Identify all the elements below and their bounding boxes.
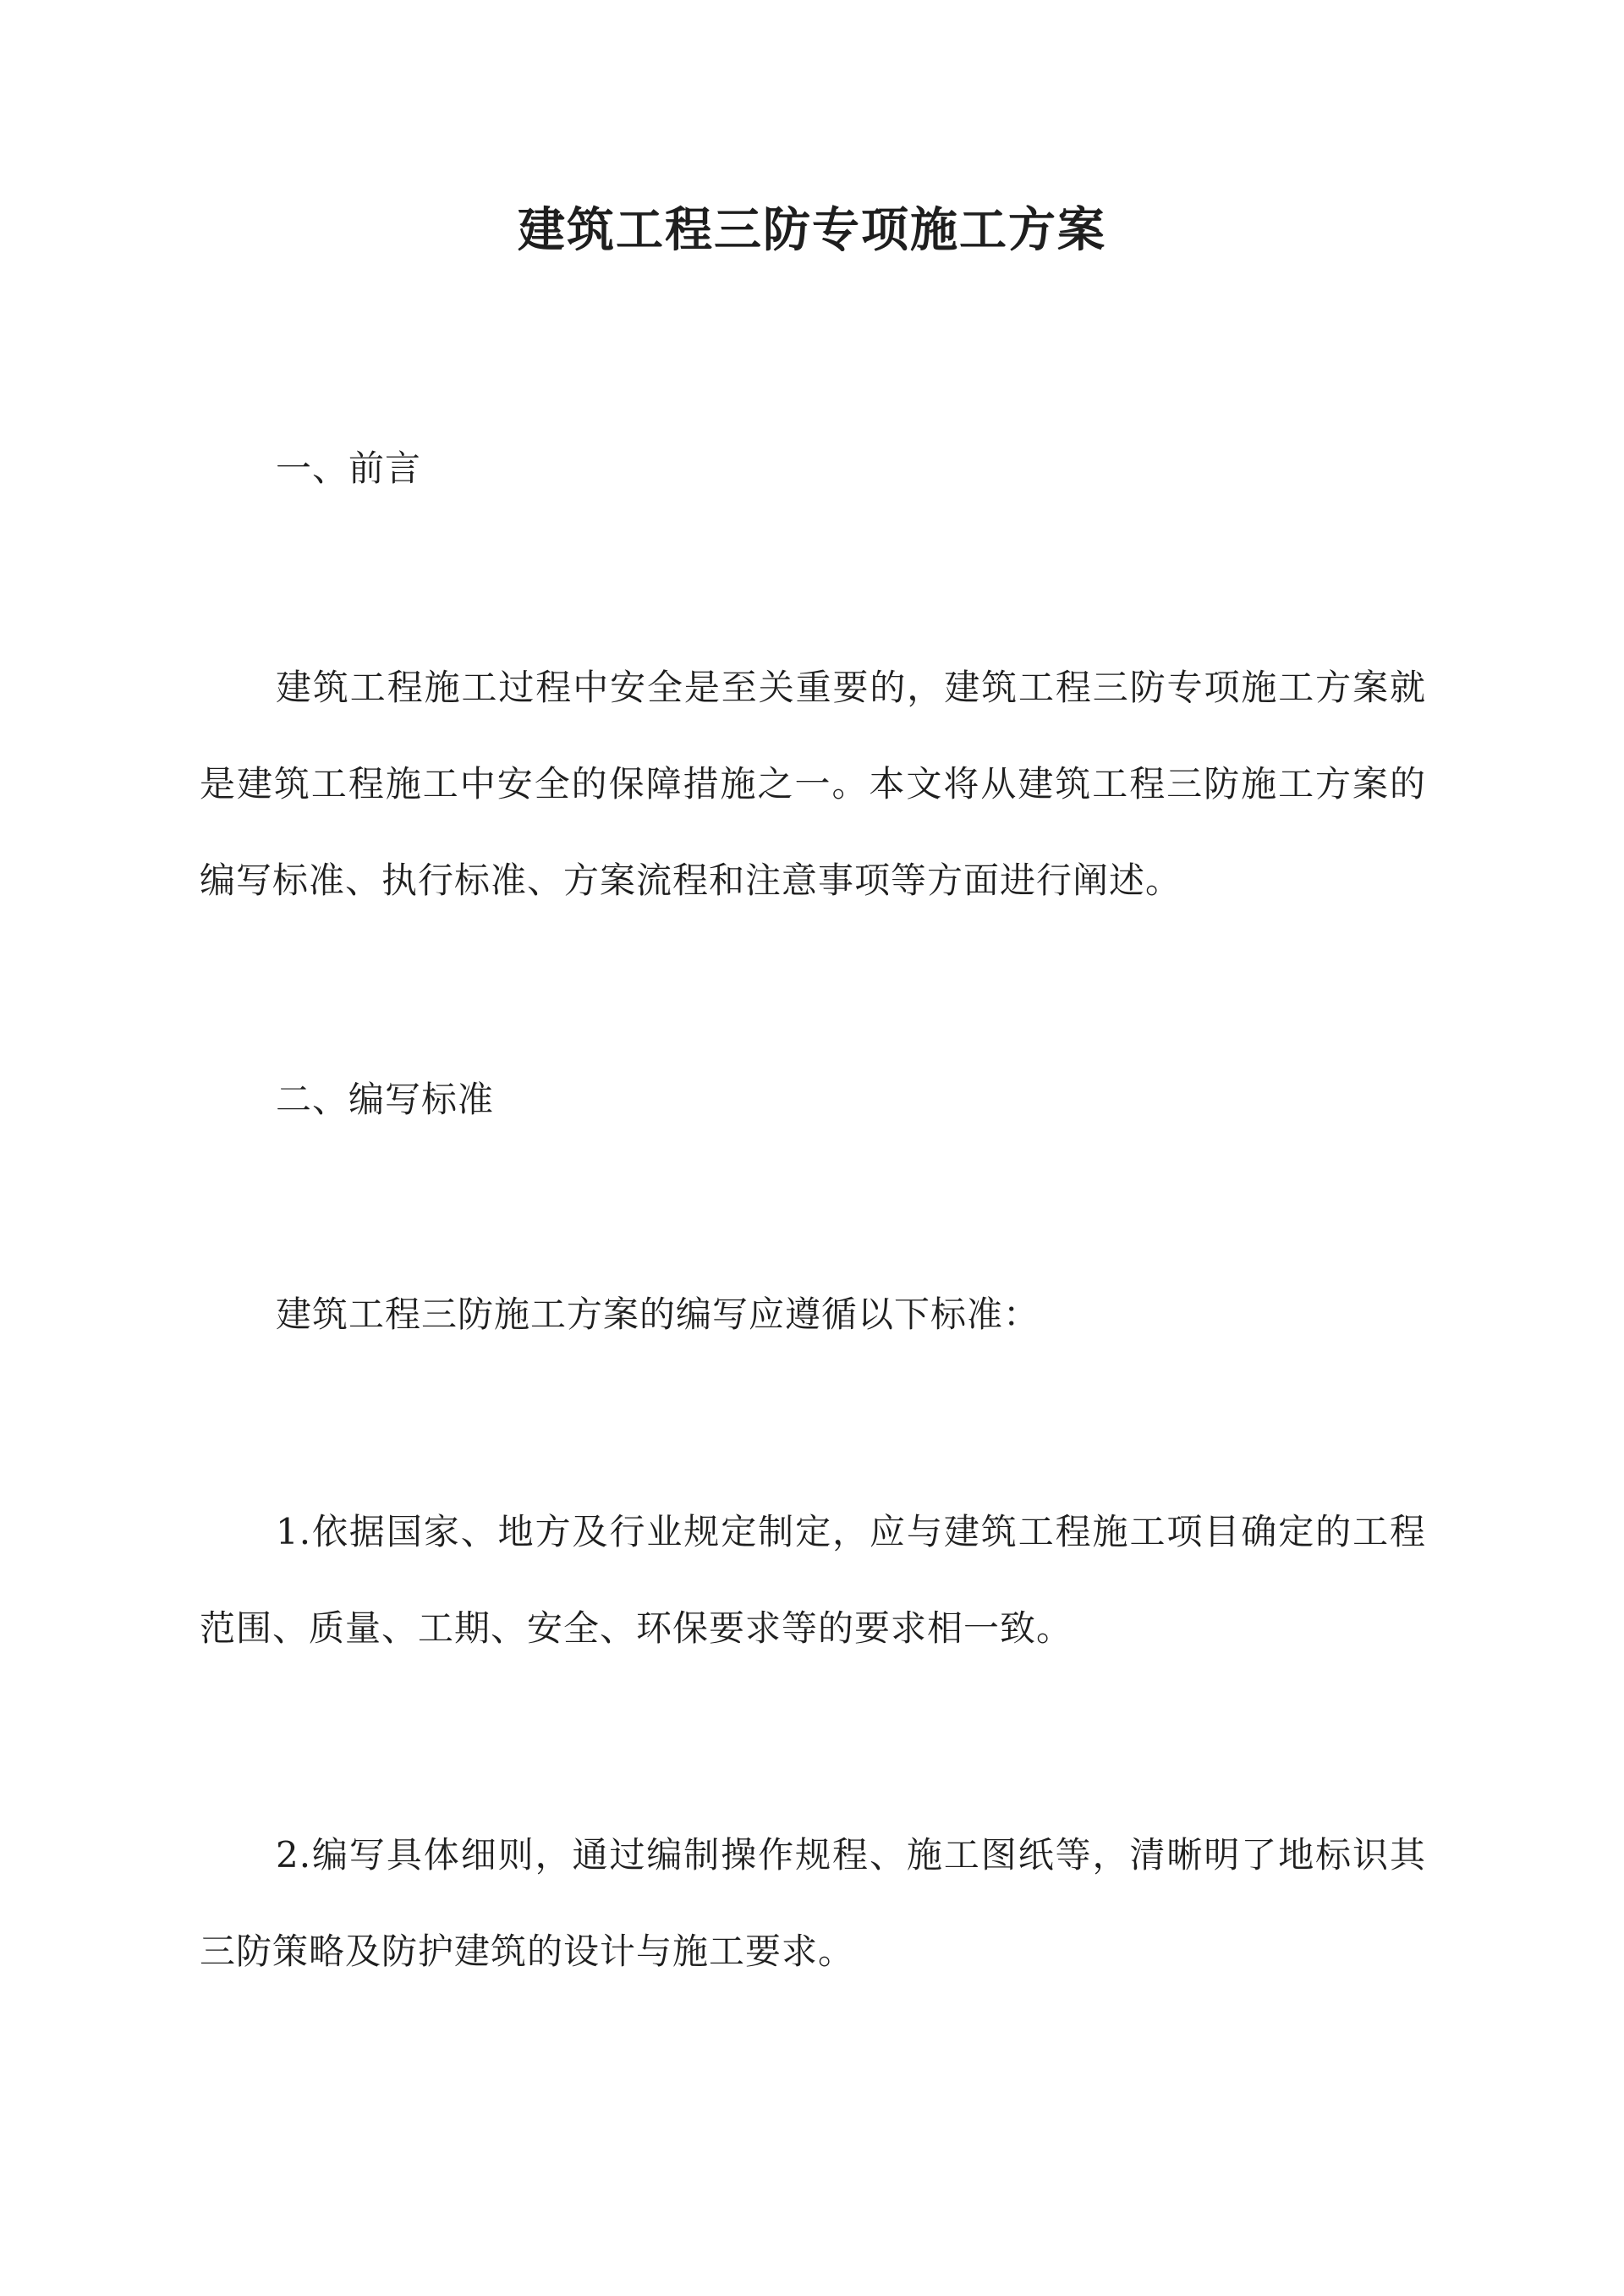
section-heading-writing-standards: 二、编写标准 [276, 1079, 495, 1120]
paragraph-preface: 建筑工程施工过程中安全是至关重要的，建筑工程三防专项施工方案就是建筑工程施工中安全的保障措施之一。本文将从建筑工程三防施工方案的编写标准、执行标准、方案流程和注意事项等方面进行阐述。 [200, 667, 1426, 901]
paragraph-standard-item-1: 1.依据国家、地方及行业规定制定，应与建筑工程施工项目确定的工程范围、质量、工期、安全、环保要求等的要求相一致。 [200, 1511, 1426, 1649]
paragraph-standard-item-2: 2.编写具体细则，通过编制操作规程、施工图纸等，清晰明了地标识其三防策略及防护建筑的设计与施工要求。 [200, 1834, 1426, 1972]
document-title: 建筑工程三防专项施工方案 [518, 202, 1106, 258]
paragraph-standards-intro: 建筑工程三防施工方案的编写应遵循以下标准： [276, 1294, 1040, 1335]
section-heading-preface: 一、前言 [276, 448, 422, 489]
